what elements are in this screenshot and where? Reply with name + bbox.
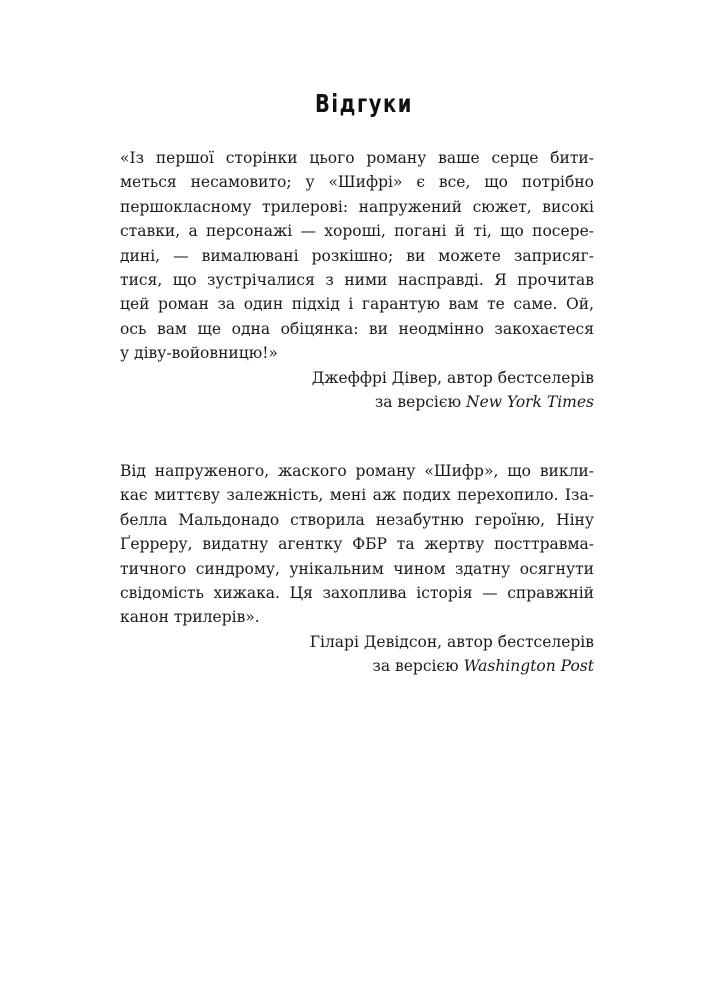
review-text-line: тичного синдрому, унікальним чином здатну осягнути (120, 559, 594, 578)
review-source-prefix: за версією (374, 393, 466, 412)
review-text-line: свідомість хижака. Ця захоплива історія — справжній (120, 584, 594, 603)
review-text-line: цей роман за один підхід і гарантую вам те саме. Ой, (120, 295, 594, 314)
review-text-line: кає миттєву залежність, мені аж подих перехопило. Іза- (120, 486, 594, 505)
review-text-line: ставки, а персонажі — хороші, погані й ті, що посере- (120, 222, 594, 241)
review-text-line: белла Мальдонадо створила незабутню героїню, Ніну (120, 510, 594, 529)
review-text-line: «Із першої сторінки цього роману ваше серце бити- (120, 149, 594, 167)
review-quote (120, 459, 594, 679)
page-title: Відгуки (314, 89, 414, 118)
review-text-line: Від напруженого, жаского роману «Шифр», що викли- (120, 462, 594, 480)
review-text-line: меться несамовито; у «Шифрі» є все, що потрібно (120, 173, 594, 192)
review-author: Джеффрі Дівер, автор бестселерів (311, 368, 594, 387)
review-text-line: ось вам ще одна обіцянка: ви неодмінно закохаєтеся (120, 319, 594, 338)
review-text-line: дині, — вималювані розкішно; ви можете заприсяг- (120, 246, 594, 265)
review-source (120, 390, 594, 414)
review-text-line: Ґерреру, видатну агентку ФБР та жертву посттравма- (120, 535, 594, 554)
review-publication: Washington Post (463, 657, 594, 676)
review-text-line: першокласному трилерові: напружений сюжет, високі (120, 197, 594, 216)
review-text-line: у діву-войовницю!» (120, 344, 278, 363)
review-quote (120, 146, 594, 414)
review-source-prefix: за версією (372, 657, 464, 676)
review-publication: New York Times (466, 393, 594, 412)
review-author: Гіларі Девідсон, автор бестселерів (309, 632, 594, 651)
review-text-line: тися, що зустрічалися з ними насправді. Я прочитав (120, 271, 594, 290)
review-source (120, 654, 594, 678)
review-text-line: канон трилерів». (120, 608, 260, 627)
